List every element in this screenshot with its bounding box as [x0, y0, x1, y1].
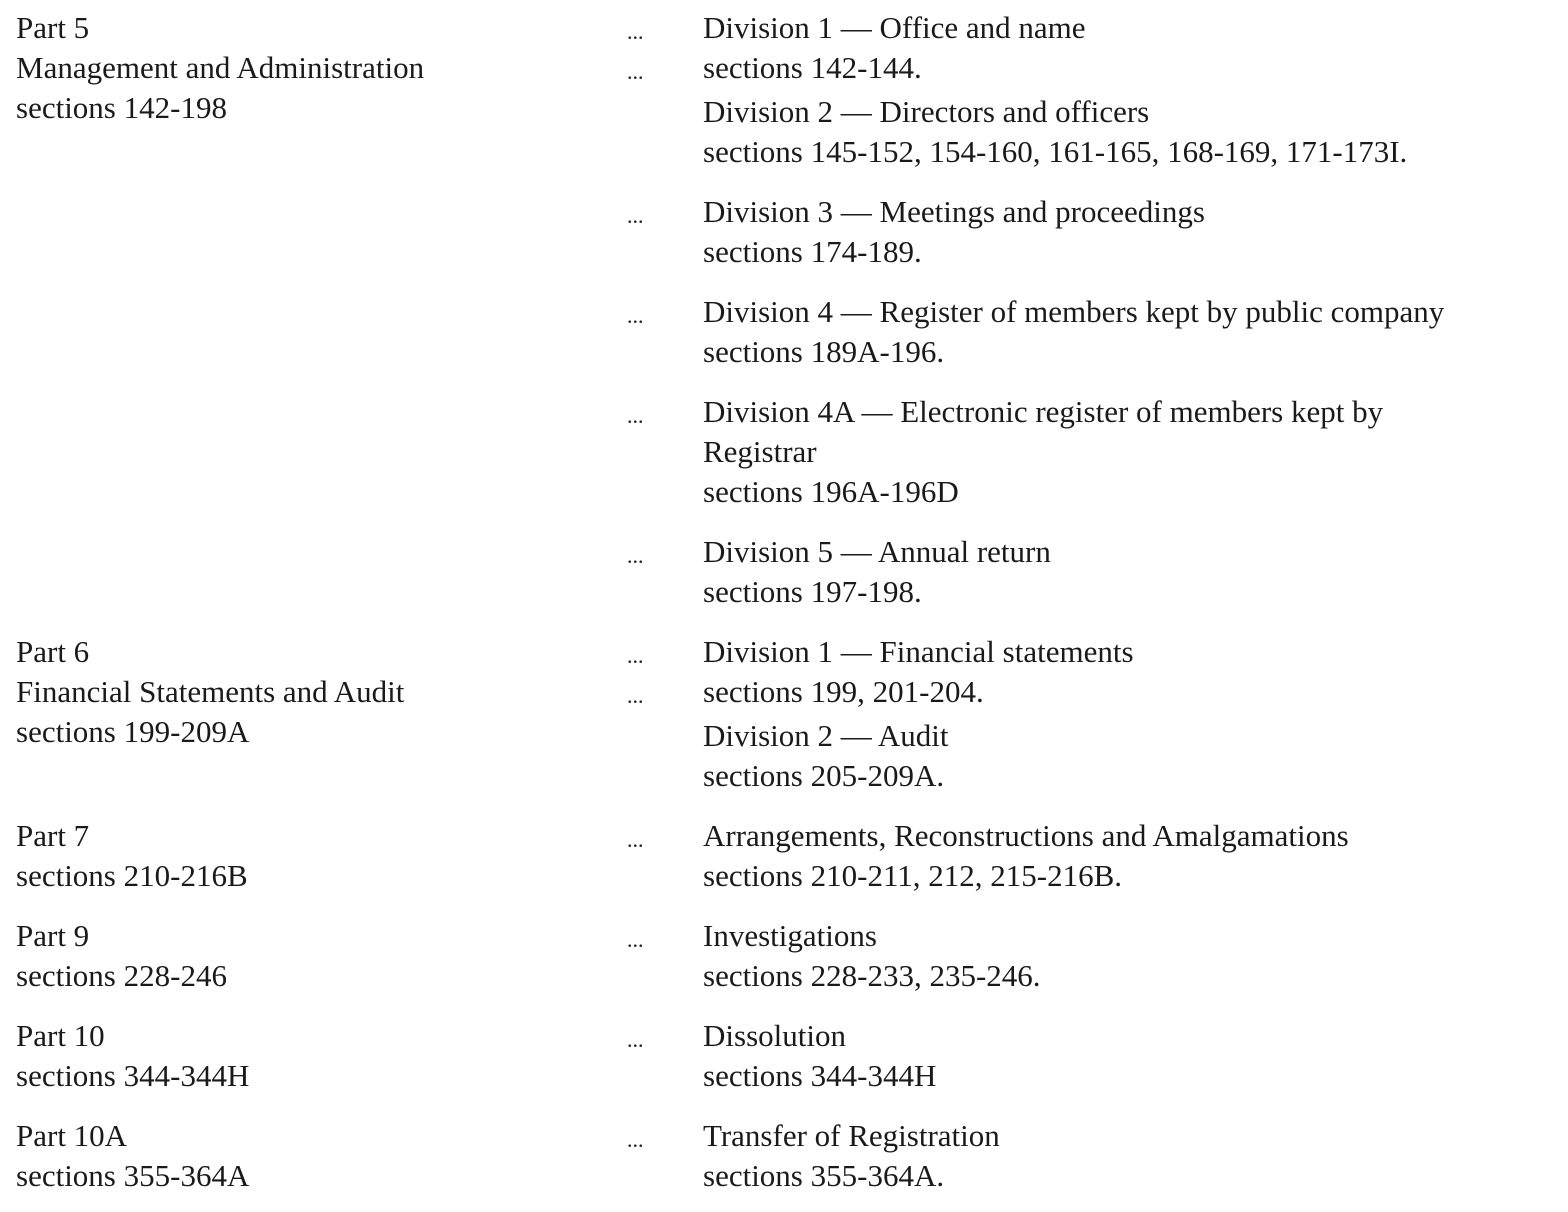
part-sections: sections 142-198	[16, 90, 227, 125]
leader-dots: ...	[627, 927, 644, 952]
division-heading: Arrangements, Reconstructions and Amalgamations	[703, 818, 1349, 853]
division-heading: Division 4A — Electronic register of members kept by Registrar	[703, 394, 1384, 469]
division-entry	[703, 192, 1563, 272]
division-entry	[703, 1016, 1563, 1096]
division-sections: sections 199, 201-204.	[703, 674, 984, 709]
part-10a-label-block	[16, 1116, 616, 1196]
division-entry	[703, 8, 1563, 88]
division-entry	[703, 292, 1563, 372]
part-6-label-block	[16, 632, 616, 752]
part-10-label-block	[16, 1016, 616, 1096]
division-entry	[703, 716, 1563, 796]
division-sections: sections 196A-196D	[703, 474, 959, 509]
division-entry	[703, 632, 1563, 712]
leader-dots: ...	[627, 543, 644, 568]
division-entry	[703, 92, 1563, 172]
leader-dots: ...	[627, 403, 644, 428]
part-sections: sections 210-216B	[16, 858, 248, 893]
division-heading: Division 4 — Register of members kept by public company	[703, 294, 1445, 329]
division-sections: sections 145-152, 154-160, 161-165, 168-169, 171-173I.	[703, 134, 1408, 169]
leader-dots: ...	[627, 59, 644, 84]
part-number: Part 6	[16, 634, 90, 669]
division-sections: sections 344-344H	[703, 1058, 937, 1093]
part-title: Management and Administration	[16, 50, 425, 85]
leader-dots: ...	[627, 1127, 644, 1152]
part-title: Financial Statements and Audit	[16, 674, 405, 709]
part-7-label-block	[16, 816, 616, 896]
division-entry	[703, 916, 1563, 996]
division-heading: Division 1 — Office and name	[703, 10, 1086, 45]
part-sections: sections 199-209A	[16, 714, 250, 749]
division-sections: sections 210-211, 212, 215-216B.	[703, 858, 1123, 893]
division-sections: sections 197-198.	[703, 574, 922, 609]
division-entry	[703, 392, 1473, 512]
division-heading: Division 5 — Annual return	[703, 534, 1051, 569]
part-number: Part 10A	[16, 1118, 128, 1153]
division-sections: sections 205-209A.	[703, 758, 945, 793]
leader-dots: ...	[627, 683, 644, 708]
leader-dots: ...	[627, 303, 644, 328]
division-entry	[703, 816, 1563, 896]
part-number: Part 5	[16, 10, 90, 45]
division-sections: sections 189A-196.	[703, 334, 945, 369]
part-number: Part 9	[16, 918, 90, 953]
part-sections: sections 355-364A	[16, 1158, 250, 1193]
division-heading: Dissolution	[703, 1018, 846, 1053]
division-heading: Division 2 — Audit	[703, 718, 949, 753]
leader-dots: ...	[627, 827, 644, 852]
division-sections: sections 174-189.	[703, 234, 922, 269]
division-heading: Division 1 — Financial statements	[703, 634, 1134, 669]
leader-dots: ...	[627, 1027, 644, 1052]
part-sections: sections 228-246	[16, 958, 227, 993]
part-number: Part 10	[16, 1018, 105, 1053]
division-sections: sections 228-233, 235-246.	[703, 958, 1041, 993]
division-sections: sections 355-364A.	[703, 1158, 945, 1193]
division-heading: Division 2 — Directors and officers	[703, 94, 1150, 129]
division-sections: sections 142-144.	[703, 50, 922, 85]
division-entry	[703, 532, 1563, 612]
part-5-label-block	[16, 8, 616, 128]
division-heading: Investigations	[703, 918, 877, 953]
division-entry	[703, 1116, 1563, 1196]
part-number: Part 7	[16, 818, 90, 853]
leader-dots: ...	[627, 643, 644, 668]
division-heading: Transfer of Registration	[703, 1118, 1000, 1153]
division-heading: Division 3 — Meetings and proceedings	[703, 194, 1205, 229]
leader-dots: ...	[627, 19, 644, 44]
part-sections: sections 344-344H	[16, 1058, 250, 1093]
part-9-label-block	[16, 916, 616, 996]
leader-dots: ...	[627, 203, 644, 228]
